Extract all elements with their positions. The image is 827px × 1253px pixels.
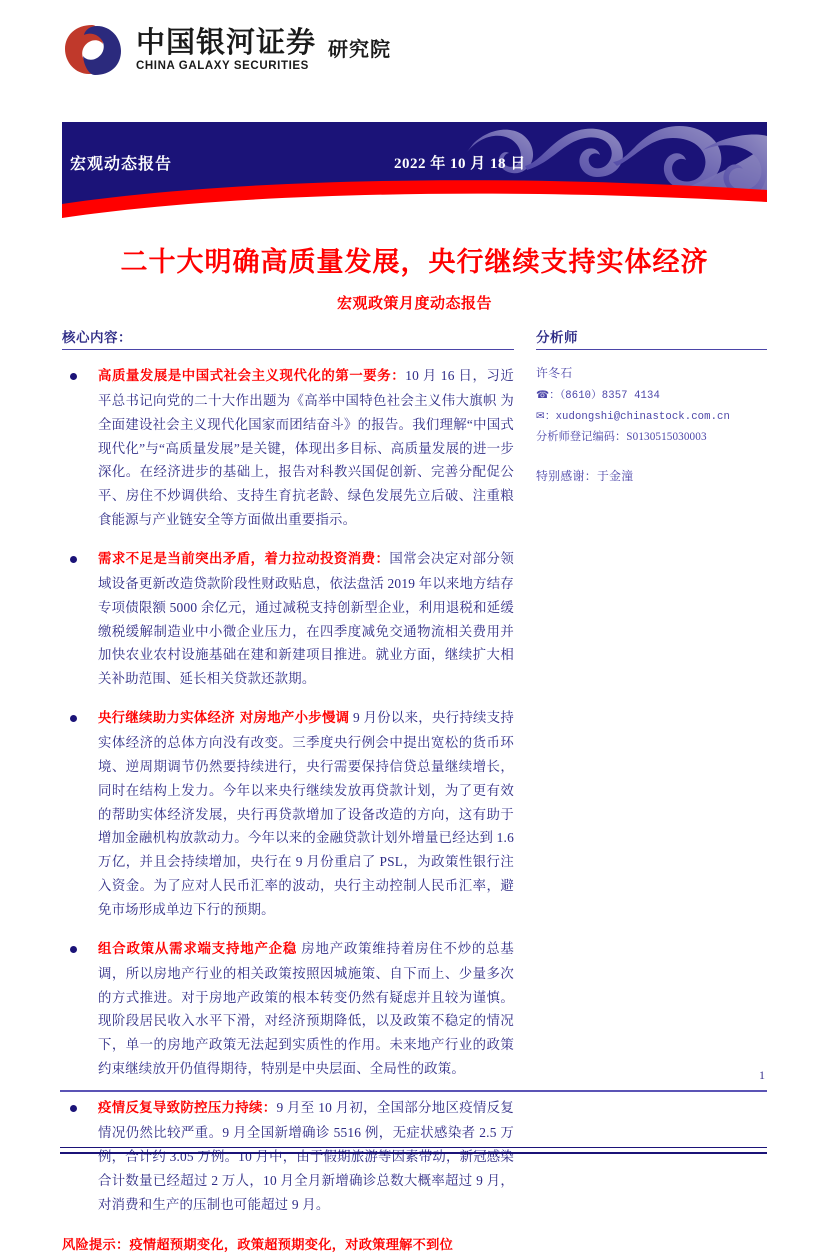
report-banner	[62, 122, 767, 226]
bullet-lead: 央行继续助力实体经济 对房地产小步慢调	[98, 711, 350, 727]
core-content-divider	[62, 349, 514, 350]
brand-wordmark	[136, 27, 391, 73]
bullet-body: 10 月 16 日，习近平总书记向党的二十大作出题为《高举中国特色社会主义伟大旗帜 为全面建设社会主义现代化国家而团结奋斗》的报告。我们理解“中国式现代化”与“高质量发展”是关键，体现出多目标、高质量发展的进一步深化。在经济进步的基础上，报告对科教兴国促创新、完善分配促公平、房住不炒调供给、支持生育抗老龄、绿色发展先立后破、注重粮食能源与产业链安全等方面做出重要指示。	[98, 368, 514, 528]
analyst-heading: 分析师	[536, 330, 578, 346]
risk-label: 风险提示：	[62, 1238, 130, 1253]
bullet-body: 国常会决定对部分领域设备更新改造贷款阶段性财政贴息，依法盘活 2019 年以来地方结存专项债限额 5000 余亿元，通过减税支持创新型企业，利用退税和延缓缴税缓解制造业中小微企业压力，在四季度减免交通物流相关费用并加快农业农村设施基础在建和新建项目推进。就业方面，继续扩大相关补助范围、延长相关贷款还款期。	[98, 551, 514, 687]
list-item	[62, 706, 514, 922]
brand-name-cn: 中国银河证券	[136, 25, 317, 60]
risk-text: 疫情超预期变化，政策超预期变化，对政策理解不到位	[129, 1238, 454, 1253]
bullet-dot-icon	[70, 715, 77, 722]
footer-divider-top	[60, 1090, 767, 1092]
analyst-phone: ：（8610）8357 4134	[549, 389, 660, 402]
brand-department: 研究院	[328, 36, 392, 61]
analyst-phone-row	[536, 385, 767, 406]
banner-report-type: 宏观动态报告	[70, 154, 173, 173]
bullet-lead: 组合政策从需求端支持地产企稳	[98, 941, 298, 957]
list-item	[62, 1096, 514, 1216]
footer-divider-bottom	[60, 1147, 767, 1148]
banner-date: 2022 年 10 月 18 日	[394, 156, 526, 172]
envelope-icon: ✉	[536, 409, 545, 422]
core-content-bullets	[62, 364, 514, 1216]
analyst-details	[536, 362, 767, 487]
galaxy-swirl-logo-icon	[62, 22, 124, 78]
analyst-column	[536, 326, 767, 487]
analyst-email[interactable]: ：xudongshi@chinastock.com.cn	[544, 410, 730, 423]
page-subtitle: 宏观政策月度动态报告	[336, 294, 492, 312]
analyst-divider	[536, 349, 767, 350]
bullet-lead: 疫情反复导致防控压力持续：	[98, 1101, 277, 1117]
telephone-icon: ☎	[536, 388, 550, 401]
core-content-column	[62, 326, 514, 1253]
masthead	[62, 14, 767, 86]
bullet-dot-icon	[70, 946, 77, 953]
page-number: 1	[759, 1068, 765, 1082]
bullet-dot-icon	[70, 373, 77, 380]
risk-disclosure	[62, 1234, 514, 1253]
analyst-email-row[interactable]	[536, 406, 767, 427]
footer-divider-bottom-thick	[60, 1152, 767, 1154]
bullet-body: 9 月至 10 月初，全国部分地区疫情反复情况仍然比较严重。9 月全国新增确诊 5516 例，无症状感染者 2.5 万例，合计约 3.05 万例。10 月中，由于假期旅游等因素带动，新冠感染合计数量已经超过 2 万人，10 月全月新增确诊总数大概率超过 9 月，对消费和生产的压制也可能超过 9 月。	[98, 1100, 514, 1212]
page-title: 二十大明确高质量发展，央行继续支持实体经济	[120, 247, 709, 278]
analyst-registration: 分析师登记编码：S0130515030003	[536, 431, 707, 444]
bullet-body: 房地产政策维持着房住不炒的总基调，所以房地产行业的相关政策按照因城施策、自下而上、少量多次的方式推进。对于房地产政策的根本转变仍然有疑虑并且较为谨慎。现阶段居民收入水平下滑，对经济预期降低，以及政策不稳定的情况下，单一的房地产政策无法起到实质性的作用。未来地产行业的政策约束继续放开仍值得期待，特别是中央层面、全局性的政策。	[98, 940, 514, 1077]
list-item	[62, 364, 514, 532]
analyst-thanks: 特别感谢：于金潼	[536, 468, 634, 483]
bullet-lead: 需求不足是当前突出矛盾，着力拉动投资消费：	[98, 552, 390, 568]
list-item	[62, 547, 514, 691]
core-content-heading: 核心内容：	[62, 330, 132, 346]
bullet-body: 9 月份以来，央行持续支持实体经济的总体方向没有改变。三季度央行例会中提出宽松的货币环境、逆周期调节仍然要持续进行，央行需要保持信贷总量继续增长，同时在结构上发力。今年以来央行继续发放再贷款计划，为了更有效的帮助实体经济发展，央行再贷款增加了设备改造的方向，这有助于增加金融机构放款动力。今年以来的金融贷款计划外增量已经达到 1.6 万亿，并且会持续增加，央行在 9 月份重启了 PSL，为政策性银行注入资金。为了应对人民币汇率的波动，央行主动控制人民币汇率，避免市场形成单边下行的预期。	[98, 710, 514, 918]
bullet-dot-icon	[70, 556, 77, 563]
banner-red-swoosh	[62, 180, 767, 226]
brand-name-en: CHINA GALAXY SECURITIES	[136, 60, 309, 73]
analyst-name: 许冬石	[536, 366, 573, 380]
bullet-dot-icon	[70, 1105, 77, 1112]
list-item	[62, 937, 514, 1081]
bullet-lead: 高质量发展是中国式社会主义现代化的第一要务：	[98, 369, 406, 384]
